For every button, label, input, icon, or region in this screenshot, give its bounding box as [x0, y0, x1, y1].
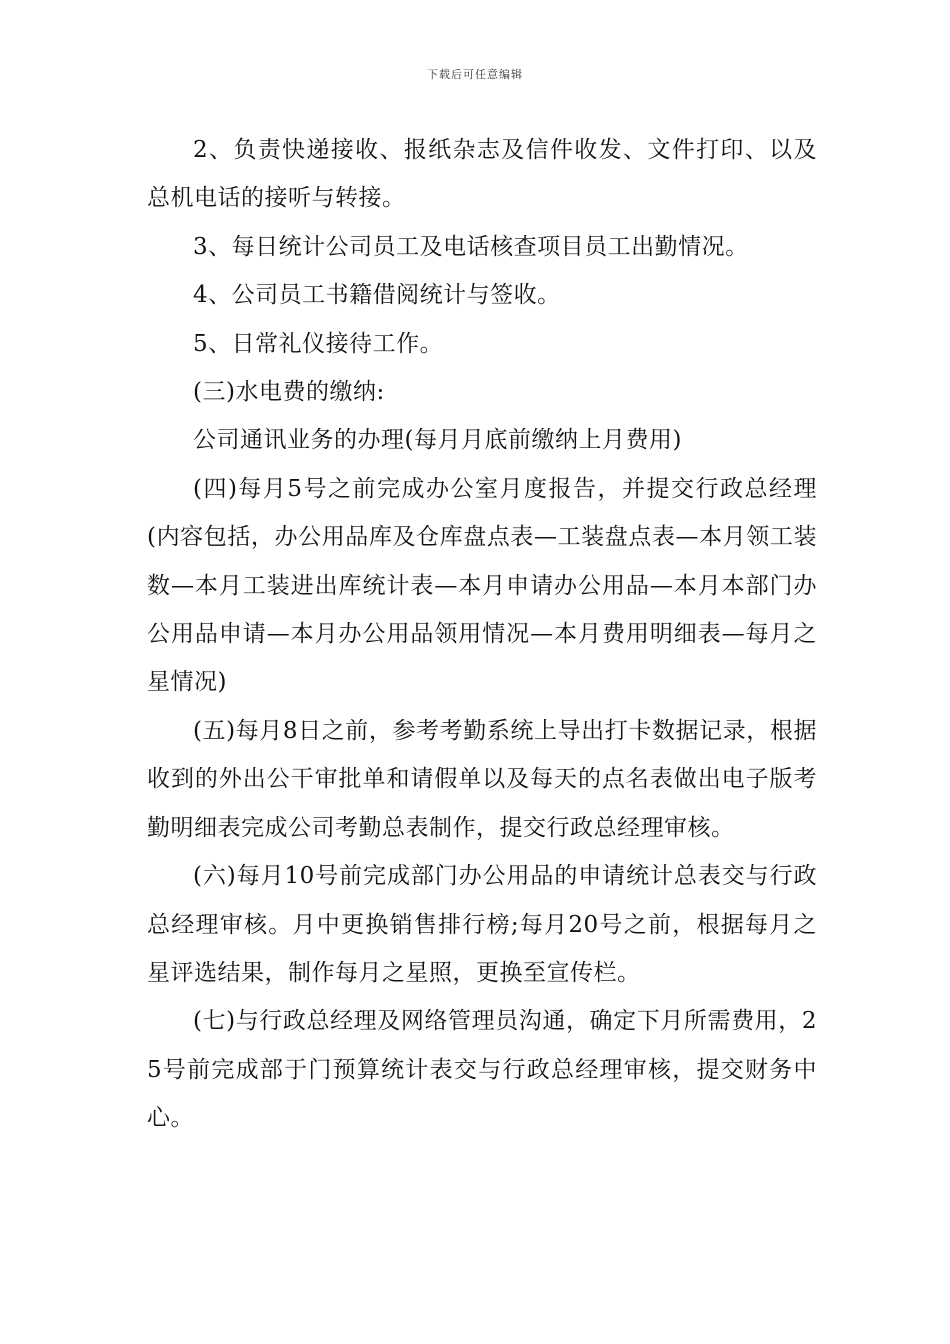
- section-6-office-supplies: (六)每月10号前完成部门办公用品的申请统计总表交与行政总经理审核。月中更换销售排行榜;每月20号之前，根据每月之星评选结果，制作每月之星照，更换至宣传栏。: [147, 863, 817, 986]
- document-body: [147, 126, 817, 1143]
- paragraph-item-5: 5、日常礼仪接待工作。: [193, 330, 444, 357]
- section-4-monthly-report: (四)每月5号之前完成办公室月度报告，并提交行政总经理(内容包括，办公用品库及仓库盘点表—工装盘点表—本月领工装数—本月工装进出库统计表—本月申请办公用品—本月本部门办公用品申请—本月办公用品领用情况—本月费用明细表—每月之星情况): [147, 475, 817, 696]
- section-heading-3: (三)水电费的缴纳:: [193, 379, 385, 406]
- header-note: 下载后可任意编辑: [427, 68, 523, 81]
- paragraph-telecom: 公司通讯业务的办理(每月月底前缴纳上月费用): [193, 427, 682, 454]
- paragraph-item-2: 2、负责快递接收、报纸杂志及信件收发、文件打印、以及总机电话的接听与转接。: [147, 137, 817, 212]
- paragraph-item-4: 4、公司员工书籍借阅统计与签收。: [193, 282, 561, 309]
- section-5-attendance: (五)每月8日之前，参考考勤系统上导出打卡数据记录，根据收到的外出公干审批单和请假单以及每天的点名表做出电子版考勤明细表完成公司考勤总表制作，提交行政总经理审核。: [147, 717, 817, 841]
- paragraph-item-3: 3、每日统计公司员工及电话核查项目员工出勤情况。: [193, 233, 749, 260]
- section-7-budget: (七)与行政总经理及网络管理员沟通，确定下月所需费用，25号前完成部于门预算统计表交与行政总经理审核，提交财务中心。: [147, 1008, 817, 1132]
